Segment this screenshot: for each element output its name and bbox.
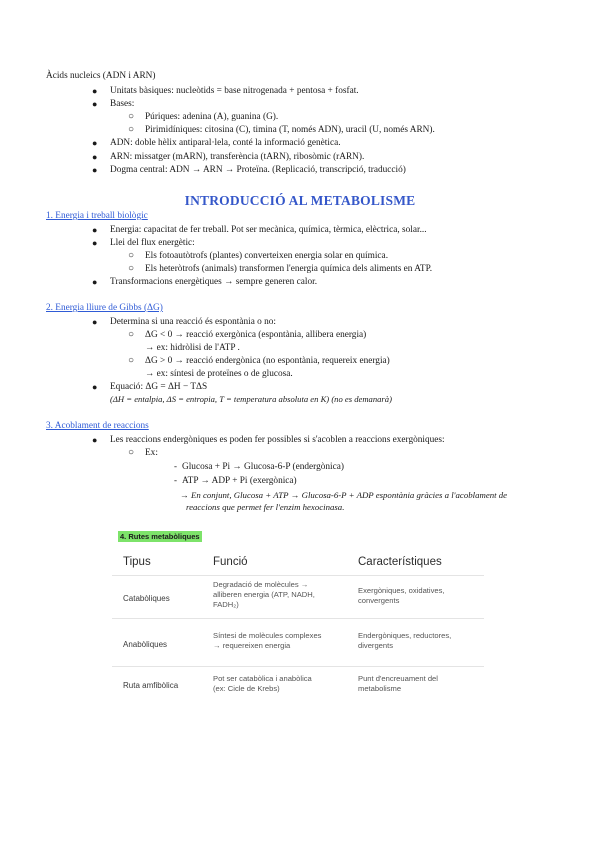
list-item: Les reaccions endergòniques es poden fer possibles si s'acoblen a reaccions exergòniques: — [110, 435, 445, 445]
table-divider — [112, 618, 484, 619]
table-divider — [112, 666, 484, 667]
list-item: Pirimidíniques: citosina (C), timina (T, només ADN), uracil (U, només ARN). — [145, 125, 435, 135]
circle-bullet-icon: ○ — [128, 263, 135, 274]
circle-bullet-icon: ○ — [128, 250, 135, 261]
bullet-icon: ● — [92, 277, 98, 287]
bullet-icon: ● — [92, 138, 98, 148]
list-item: Púriques: adenina (A), guanina (G). — [145, 112, 279, 122]
table-cell: Pot ser catabòlica i anabòlica (ex: Cicle de Krebs) — [213, 674, 312, 693]
list-item: ARN: missatger (mARN), transferència (tARN), ribosòmic (rARN). — [110, 152, 365, 162]
nucleic-acids-heading: Àcids nucleics (ADN i ARN) — [46, 71, 156, 81]
circle-bullet-icon: ○ — [128, 447, 135, 458]
list-item-example: → ex: hidròlisi de l'ATP . — [145, 343, 240, 353]
circle-bullet-icon: ○ — [128, 329, 135, 340]
bullet-icon: ● — [92, 382, 98, 392]
list-item: Bases: — [110, 99, 135, 109]
table-header: Funció — [213, 556, 248, 568]
list-item: Transformacions energètiques → sempre generen calor. — [110, 277, 318, 287]
reaction: Glucosa + Pi → Glucosa-6-P (endergònica) — [182, 462, 344, 472]
reaction: ATP → ADP + Pi (exergònica) — [182, 476, 297, 486]
bullet-icon: ● — [92, 99, 98, 109]
bullet-icon: ● — [92, 225, 98, 235]
table-cell: Catabòliques — [123, 594, 170, 603]
table-cell: Ruta amfibòlica — [123, 681, 179, 690]
section-2-heading[interactable]: 2. Energia lliure de Gibbs (ΔG) — [46, 303, 163, 313]
list-item: Els heteròtrofs (animals) transformen l'energia química dels aliments en ATP. — [145, 264, 433, 274]
list-item: ADN: doble hèlix antiparal·lela, conté la informació genètica. — [110, 138, 341, 148]
list-item-example: → ex: síntesi de proteïnes o de glucosa. — [145, 369, 293, 379]
section-3-heading[interactable]: 3. Acoblament de reaccions — [46, 421, 149, 431]
list-item: Dogma central: ADN → ARN → Proteïna. (Replicació, transcripció, traducció) — [110, 165, 406, 175]
table-cell: Anabòliques — [123, 640, 168, 649]
table-cell: Exergòniques, oxidatives, convergents — [358, 586, 445, 605]
table-divider — [112, 575, 484, 576]
circle-bullet-icon: ○ — [128, 124, 135, 135]
metabolic-routes-table — [112, 548, 484, 708]
dash-bullet-icon: - — [174, 475, 177, 485]
list-item: Energia: capacitat de fer treball. Pot ser mecànica, química, tèrmica, elèctrica, solar... — [110, 225, 427, 235]
bullet-icon: ● — [92, 238, 98, 248]
bullet-icon: ● — [92, 152, 98, 162]
page-title: INTRODUCCIÓ AL METABOLISME — [184, 193, 416, 208]
section-1-heading[interactable]: 1. Energia i treball biològic — [46, 211, 148, 221]
equation: Equació: ΔG = ΔH − TΔS — [110, 382, 208, 392]
table-cell: Endergòniques, reductores, divergents — [358, 631, 452, 650]
list-item: Determina si una reacció és espontània o no: — [110, 317, 276, 327]
list-item: Llei del flux energètic: — [110, 238, 195, 248]
table-cell: Punt d'encreuament del metabolisme — [358, 674, 438, 693]
list-item: Els fotoautòtrofs (plantes) converteixen energia solar en química. — [145, 251, 389, 261]
list-item: ΔG < 0 → reacció exergònica (espontània, allibera energia) — [145, 330, 367, 340]
table-header: Tipus — [123, 556, 151, 568]
list-item: Unitats bàsiques: nucleòtids = base nitrogenada + pentosa + fosfat. — [110, 86, 359, 96]
list-item: Ex: — [145, 448, 158, 458]
section-4-heading: 4. Rutes metabòliques — [120, 532, 200, 541]
table-cell: Síntesi de molècules complexes → requereixen energia — [213, 631, 322, 650]
coupling-note: reaccions que permet fer l'enzim hexocinasa. — [186, 502, 345, 512]
bullet-icon: ● — [92, 86, 98, 96]
circle-bullet-icon: ○ — [128, 355, 135, 366]
coupling-note: → En conjunt, Glucosa + ATP → Glucosa-6-P + ADP espontània gràcies a l'acoblament de — [180, 490, 508, 500]
bullet-icon: ● — [92, 165, 98, 175]
bullet-icon: ● — [92, 435, 98, 445]
list-item: ΔG > 0 → reacció endergònica (no espontània, requereix energia) — [145, 356, 390, 366]
equation-legend: (ΔH = entalpia, ΔS = entropia, T = temperatura absoluta en K) (no es demanarà) — [110, 394, 392, 404]
table-header: Característiques — [358, 556, 442, 568]
circle-bullet-icon: ○ — [128, 111, 135, 122]
bullet-icon: ● — [92, 317, 98, 327]
table-cell: Degradació de molècules → alliberen energia (ATP, NADH, FADH₂) — [213, 580, 315, 609]
dash-bullet-icon: - — [174, 461, 177, 471]
